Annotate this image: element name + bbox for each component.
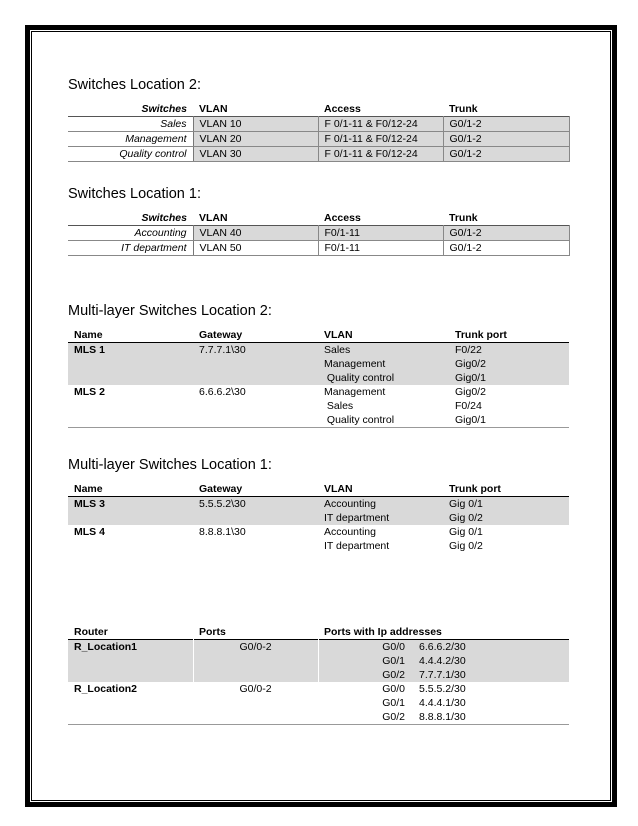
- cell: VLAN 40: [193, 226, 318, 241]
- cell: [193, 668, 318, 682]
- cell: VLAN 20: [193, 132, 318, 147]
- mls-location-1-table: [68, 482, 569, 553]
- table-row: [68, 226, 569, 241]
- cell: MLS 3: [68, 497, 193, 512]
- section-title: Switches Location 1:: [68, 186, 201, 202]
- section-routers: [68, 625, 570, 725]
- cell: [68, 539, 193, 553]
- table-row: [68, 511, 569, 525]
- cell: Management: [324, 386, 386, 398]
- table-row: [68, 241, 569, 256]
- cell: Management: [68, 132, 193, 147]
- cell: 8.8.8.1/30: [413, 710, 569, 725]
- cell: [193, 696, 318, 710]
- section-mls-location-1: [68, 457, 570, 553]
- cell: [193, 413, 318, 428]
- table-row: [68, 371, 569, 385]
- cell: VLAN 50: [193, 241, 318, 256]
- cell: G0/1-2: [443, 226, 569, 241]
- cell: VLAN 30: [193, 147, 318, 162]
- section-title: Multi-layer Switches Location 2:: [68, 303, 272, 319]
- cell: Gig0/2: [455, 386, 486, 398]
- switches-location-1-table: [68, 211, 570, 256]
- table-row: [68, 710, 569, 725]
- cell: IT department: [318, 511, 443, 525]
- cell: [193, 511, 318, 525]
- cell: Gig 0/2: [443, 511, 569, 525]
- cell: F0/1-11: [318, 226, 443, 241]
- cell: [193, 710, 318, 725]
- header-vlan: VLAN: [199, 103, 228, 115]
- header-trunk: Trunk: [449, 212, 478, 224]
- section-switches-location-1: [68, 186, 570, 256]
- cell: [68, 413, 193, 428]
- cell: Quality control: [318, 413, 449, 428]
- cell: VLAN 10: [193, 117, 318, 132]
- cell: 6.6.6.2\30: [199, 386, 246, 398]
- cell: [193, 539, 318, 553]
- cell: G0/2: [318, 710, 413, 725]
- cell: [193, 399, 318, 413]
- table-row: [68, 413, 569, 428]
- header-access: Access: [324, 103, 361, 115]
- cell: [68, 371, 193, 385]
- cell: MLS 2: [74, 386, 105, 398]
- cell: [68, 357, 193, 371]
- switches-location-2-table: [68, 102, 570, 162]
- cell: R_Location2: [74, 683, 138, 695]
- cell: 4.4.4.2/30: [413, 654, 569, 668]
- cell: R_Location1: [68, 640, 193, 655]
- cell: Accounting: [68, 226, 193, 241]
- cell: 5.5.5.2/30: [419, 683, 466, 695]
- table-row: [68, 682, 569, 696]
- header-trunk-port: Trunk port: [449, 483, 501, 495]
- section-switches-location-2: [68, 77, 570, 162]
- cell: Quality control: [68, 147, 193, 162]
- cell: Sales: [318, 343, 449, 358]
- cell: G0/0-2: [193, 640, 318, 655]
- cell: Quality control: [318, 371, 449, 385]
- cell: G0/0-2: [239, 683, 272, 695]
- table-row: [68, 696, 569, 710]
- table-header-row: [68, 328, 569, 343]
- cell: Gig 0/1: [443, 497, 569, 512]
- table-row: [68, 654, 569, 668]
- cell: F 0/1-11 & F0/12-24: [318, 147, 443, 162]
- cell: [68, 668, 193, 682]
- cell: [193, 654, 318, 668]
- table-row: [68, 399, 569, 413]
- cell: 7.7.7.1/30: [413, 668, 569, 682]
- cell: G0/1-2: [443, 117, 569, 132]
- cell: G0/1-2: [443, 147, 569, 162]
- cell: Accounting: [324, 526, 376, 538]
- cell: G0/1: [318, 654, 413, 668]
- header-vlan: VLAN: [324, 329, 353, 341]
- cell: [68, 399, 193, 413]
- cell: F0/1-11: [318, 241, 443, 256]
- cell: F 0/1-11 & F0/12-24: [318, 117, 443, 132]
- cell: F0/22: [449, 343, 569, 358]
- table-row: [68, 525, 569, 539]
- cell: [68, 710, 193, 725]
- cell: 8.8.8.1\30: [199, 526, 246, 538]
- table-row: [68, 357, 569, 371]
- cell: G0/0: [318, 640, 413, 655]
- header-vlan: VLAN: [199, 212, 228, 224]
- table-row: [68, 539, 569, 553]
- table-row: [68, 117, 569, 132]
- table-row: [68, 132, 569, 147]
- cell: MLS 4: [74, 526, 105, 538]
- cell: F0/24: [455, 400, 482, 412]
- cell: G0/2: [318, 668, 413, 682]
- cell: 7.7.7.1\30: [193, 343, 318, 358]
- cell: G0/1-2: [443, 132, 569, 147]
- table-row: [68, 147, 569, 162]
- section-mls-location-2: [68, 303, 570, 428]
- cell: Gig 0/1: [449, 526, 483, 538]
- table-header-row: [68, 482, 569, 497]
- header-ports-with-ip: Ports with Ip addresses: [324, 626, 442, 638]
- table-row: [68, 343, 569, 358]
- cell: 6.6.6.2/30: [413, 640, 569, 655]
- section-title: Switches Location 2:: [68, 77, 201, 93]
- routers-table: [68, 625, 569, 725]
- header-gateway: Gateway: [199, 329, 243, 341]
- cell: Gig0/2: [449, 357, 569, 371]
- header-switches: Switches: [141, 103, 187, 115]
- table-row: [68, 497, 569, 512]
- header-trunk-port: Trunk port: [455, 329, 507, 341]
- cell: Sales: [68, 117, 193, 132]
- cell: [193, 357, 318, 371]
- cell: G0/1: [382, 697, 405, 709]
- header-gateway: Gateway: [199, 483, 243, 495]
- table-header-row: [68, 625, 569, 640]
- header-trunk: Trunk: [449, 103, 478, 115]
- header-access: Access: [324, 212, 361, 224]
- table-row: [68, 640, 569, 655]
- header-vlan: VLAN: [324, 483, 353, 495]
- header-switches: Switches: [141, 212, 187, 224]
- table-row: [68, 668, 569, 682]
- table-header-row: [68, 211, 569, 226]
- cell: Accounting: [318, 497, 443, 512]
- table-row: [68, 385, 569, 399]
- header-ports: Ports: [199, 626, 226, 638]
- cell: [68, 654, 193, 668]
- cell: G0/1-2: [443, 241, 569, 256]
- cell: 4.4.4.1/30: [419, 697, 466, 709]
- cell: [68, 511, 193, 525]
- cell: Gig 0/2: [449, 540, 483, 552]
- header-name: Name: [74, 329, 103, 341]
- header-router: Router: [74, 626, 108, 638]
- cell: [193, 371, 318, 385]
- cell: Sales: [324, 400, 354, 412]
- cell: G0/0: [382, 683, 405, 695]
- mls-location-2-table: [68, 328, 569, 428]
- cell: Management: [318, 357, 449, 371]
- cell: [68, 696, 193, 710]
- cell: F 0/1-11 & F0/12-24: [318, 132, 443, 147]
- section-title: Multi-layer Switches Location 1:: [68, 457, 272, 473]
- cell: Gig0/1: [449, 413, 569, 428]
- cell: 5.5.5.2\30: [193, 497, 318, 512]
- cell: IT department: [68, 241, 193, 256]
- cell: MLS 1: [68, 343, 193, 358]
- cell: IT department: [324, 540, 390, 552]
- header-name: Name: [74, 483, 103, 495]
- table-header-row: [68, 102, 569, 117]
- cell: Gig0/1: [449, 371, 569, 385]
